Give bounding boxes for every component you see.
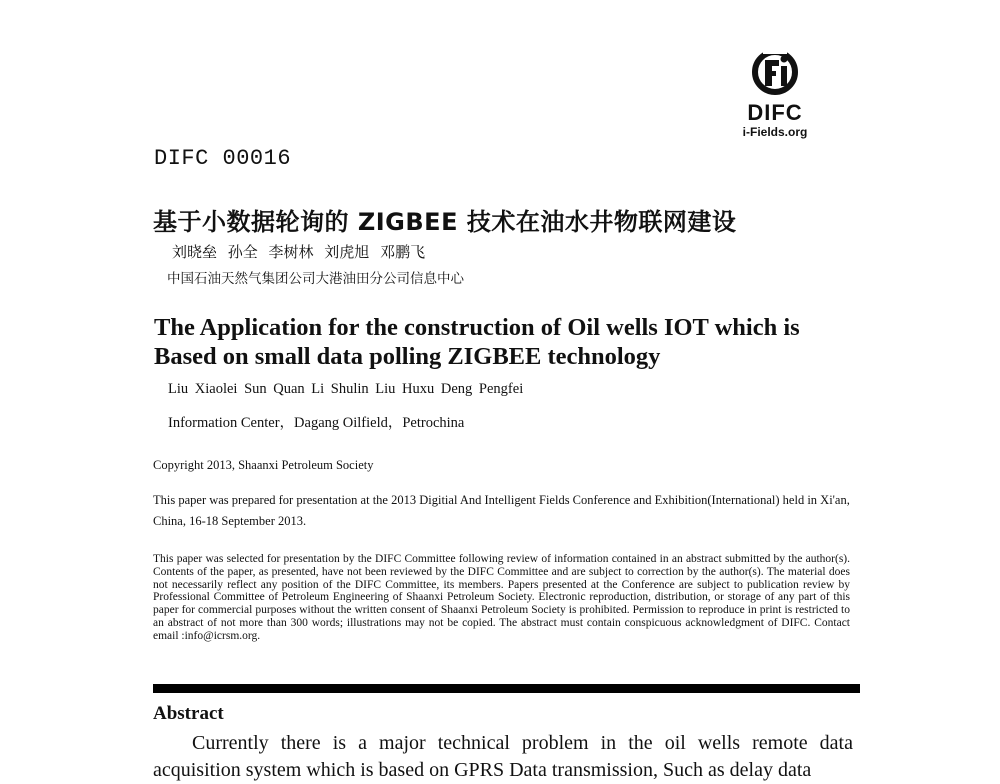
chinese-title: 基于小数据轮询的 ZIGBEE 技术在油水井物联网建设 (153, 208, 737, 236)
english-authors: Liu Xiaolei Sun Quan Li Shulin Liu Huxu Deng Pengfei (168, 381, 524, 397)
chinese-affiliation: 中国石油天然气集团公司大港油田分公司信息中心 (167, 271, 464, 287)
presentation-note: This paper was prepared for presentation at the 2013 Digitial And Intelligent Fields Conference and Exhibition(International) held in Xi'an, China, 16-18 September 2013. (153, 493, 850, 528)
paper-id: DIFC 00016 (154, 146, 292, 171)
difc-logo (733, 44, 817, 142)
english-affiliation: Information Center，Dagang Oilfield，Petrochina (168, 415, 465, 431)
abstract-body: Currently there is a major technical problem in the oil wells remote data acquisition system which is based on GPRS Data transmission, Such as delay data (153, 732, 853, 781)
section-divider (153, 684, 860, 693)
committee-notice: This paper was selected for presentation by the DIFC Committee following review of information contained in an abstract submitted by the author(s). Contents of the paper, as presented, have not been reviewed by the DIFC Committee and are subject to correction by the author(s). The material does not necessarily reflect any position of the DIFC Committee, its members. Papers presented at the Conference are subject to publication review by Professional Committee of Petroleum Engineering of Shaanxi Petroleum Society. Electronic reproduction, distribution, or storage of any part of this paper for commercial purposes without the written consent of Shaanxi Petroleum Society is prohibited. Permission to reproduce in print is restricted to an abstract of not more than 300 words; illustrations may not be copied. The abstract must contain conspicuous acknowledgment of DIFC. Contact email :info@icrsm.org. (153, 553, 850, 642)
logo-site: i-Fields.org (742, 125, 808, 139)
english-title: The Application for the construction of Oil wells IOT which is Based on small data polling ZIGBEE technology (154, 314, 800, 370)
logo-name: DIFC (747, 100, 803, 125)
copyright-line: Copyright 2013, Shaanxi Petroleum Society (153, 458, 374, 472)
abstract-heading: Abstract (153, 703, 224, 724)
chinese-authors: 刘晓垒 孙全 李树林 刘虎旭 邓鹏飞 (172, 243, 426, 261)
fi-logo-icon (733, 44, 817, 104)
